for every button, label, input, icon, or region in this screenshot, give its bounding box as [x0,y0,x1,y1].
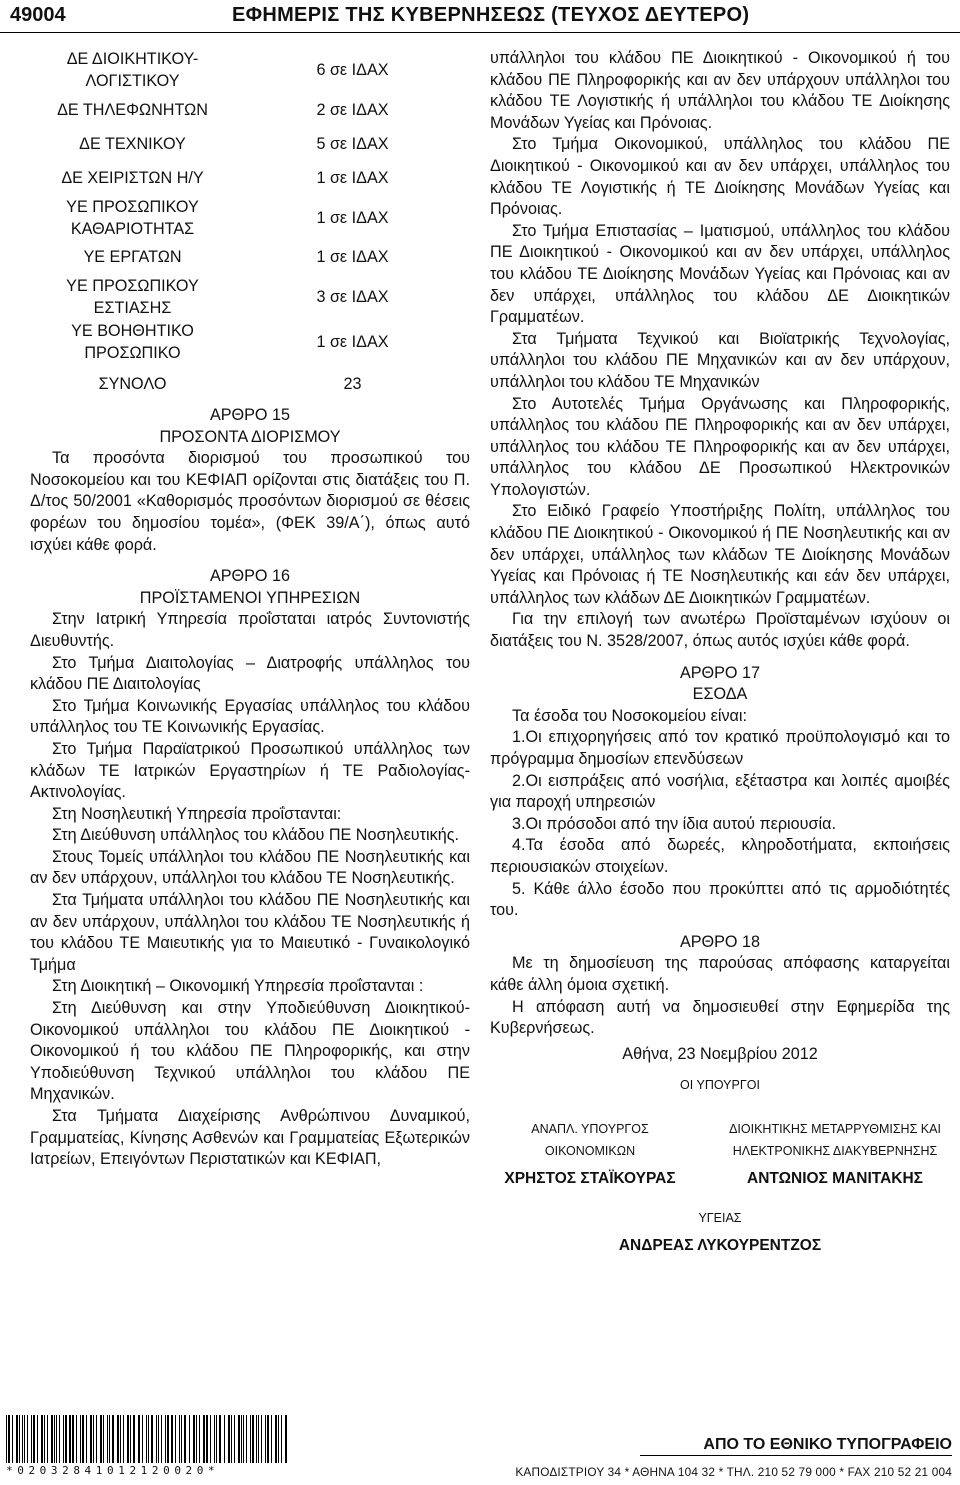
article-16-paragraph: Στα Τμήματα υπάλληλοι του κλάδου ΠΕ Νοσηλευτικής και αν δεν υπάρχουν, υπάλληλοι του κλάδου ΤΕ Νοσηλευτικής ή του κλάδου ΤΕ Μαιευτικής για το Μαιευτικό - Γυναικολογικό Τμήμα [30,891,470,974]
signatures-block [490,1075,950,1257]
table-total-row [30,365,470,405]
staff-count: 3 σε ΙΔΑΧ [316,287,389,306]
barcode-bar [27,1415,28,1463]
barcode-bar [231,1415,232,1463]
barcode-bar [123,1415,124,1463]
barcode-bar [179,1415,180,1463]
table-row [30,241,470,275]
barcode-bar [203,1415,205,1463]
barcode-bar [199,1415,200,1463]
article-16-title: ΠΡΟΪΣΤΑΜΕΝΟΙ ΥΠΗΡΕΣΙΩΝ [139,588,361,607]
barcode-bar [243,1415,244,1463]
barcode-bar [196,1415,197,1463]
printer-address: ΚΑΠΟΔΙΣΤΡΙΟΥ 34 * ΑΘΗΝΑ 104 32 * ΤΗΛ. 210 52 79 000 * FAX 210 52 21 004 [515,1465,952,1479]
barcode-bar [59,1415,60,1463]
barcode-bar [86,1415,87,1463]
total-value: 23 [343,375,362,394]
barcode-bar [33,1415,35,1463]
ministers-label: ΟΙ ΥΠΟΥΡΓΟΙ [680,1078,760,1093]
staff-count: 6 σε ΙΔΑΧ [316,61,389,80]
article-16-paragraph: Στο Τμήμα Επιστασίας – Ιματισμού, υπάλληλος του κλάδου ΠΕ Διοικητικού - Οικονομικού και αν δεν υπάρχει, υπάλληλος του κλάδου ΤΕ Διοίκησης Μονάδων Υγείας και Πρόνοιας και αν δεν υπάρχει, υπάλληλος του κλάδου ΔΕ Διοικητικών Γραμματέων. [490,221,950,327]
article-17-item: 5. Κάθε άλλο έσοδο που προκύπτει από τις αρμοδιότητές του. [490,879,950,920]
signatory-role: ΥΓΕΙΑΣ [698,1210,742,1225]
barcode-bar [216,1415,217,1463]
barcode-bar [265,1415,266,1463]
barcode-bar [258,1415,259,1463]
barcode-bar [281,1415,282,1463]
article-16-paragraph: υπάλληλοι του κλάδου ΠΕ Διοικητικού - Οικονομικού ή του κλάδου ΠΕ Πληροφορικής και αν δεν υπάρχουν υπάλληλοι του κλάδου ΤΕ Λογιστικής ή υπάλληλοι του κλάδου ΤΕ Διοίκησης Μονάδων Υγείας και Πρόνοιας. [490,49,950,132]
printer-name: ΑΠΟ ΤΟ ΕΘΝΙΚΟ ΤΥΠΟΓΡΑΦΕΙΟ [640,1436,952,1456]
article-16-paragraph: Στους Τομείς υπάλληλοι του κλάδου ΠΕ Νοσηλευτικής και αν δεν υπάρχουν, υπάλληλοι του κλάδου ΤΕ Νοσηλευτικής. [30,847,470,888]
article-16-paragraph: Στην Ιατρική Υπηρεσία προΐσταται ιατρός Συντονιστής Διευθυντής. [30,610,470,650]
barcode-bar [219,1415,221,1463]
barcode-bar [285,1415,287,1463]
barcode-bar [37,1415,38,1463]
barcode-bar [250,1415,251,1463]
barcode-bar [103,1415,104,1463]
barcode-bar [210,1415,211,1463]
barcode-bar [167,1415,169,1463]
barcode-bar [148,1415,149,1463]
article-16-paragraph: Στα Τμήματα Τεχνικού και Βιοϊατρικής Τεχνολογίας, υπάλληλοι του κλάδου ΠΕ Μηχανικών και αν δεν υπάρχουν, υπάλληλοι του κλάδου ΤΕ Μηχανικών [490,329,950,391]
barcode-bar [22,1415,23,1463]
barcode-bar [44,1415,45,1463]
table-row [30,128,470,162]
barcode-bar [6,1415,7,1463]
barcode-bar [189,1415,190,1463]
barcode [6,1415,296,1477]
article-17-item: 3.Οι πρόσοδοι από την ίδια αυτού περιουσία. [512,814,836,833]
date-line: Αθήνα, 23 Νοεμβρίου 2012 [622,1044,818,1063]
signatory-role: ΑΝΑΠΛ. ΥΠΟΥΡΓΟΣ ΟΙΚΟΝΟΜΙΚΩΝ [531,1121,649,1158]
barcode-bar [8,1415,10,1463]
barcode-bar [56,1415,57,1463]
signatory-role: ΔΙΟΙΚΗΤΙΚΗΣ ΜΕΤΑΡΡΥΘΜΙΣΗΣ ΚΑΙ ΗΛΕΚΤΡΟΝΙΚΗΣ ΔΙΑΚΥΒΕΡΝΗΣΗΣ [729,1121,941,1158]
barcode-bar [41,1415,43,1463]
barcode-bar [107,1415,108,1463]
barcode-bar [234,1415,235,1463]
barcode-bar [24,1415,25,1463]
barcode-bar [261,1415,262,1463]
barcode-bar [181,1415,182,1463]
signature-block [490,1119,690,1190]
page-number: 49004 [10,4,66,26]
barcode-text: *02032841012120020* [6,1464,220,1477]
table-row [30,275,470,320]
barcode-bar [76,1415,77,1463]
article-16-paragraph: Στο Τμήμα Οικονομικού, υπάλληλος του κλάδου ΠΕ Διοικητικού - Οικονομικού και αν δεν υπάρχει, υπάλληλος του κλάδου ΤΕ Λογιστικής ή ΤΕ Διοίκησης Μονάδων Υγείας και Πρόνοιας. [490,135,950,219]
article-16-paragraph: Στο Αυτοτελές Τμήμα Οργάνωσης και Πληροφορικής, υπάλληλος του κλάδου ΠΕ Πληροφορικής και αν δεν υπάρχει, υπάλληλος του κλάδου ΤΕ Πληροφορικής και αν δεν υπάρχει, υπάλληλος του κλάδου ΔΕ Προσωπικού Ηλεκτρονικών Υπολογιστών. [490,394,950,499]
article-16-paragraph: Στη Διεύθυνση υπάλληλος του κλάδου ΠΕ Νοσηλευτικής. [52,826,460,845]
staff-count: 2 σε ΙΔΑΧ [316,101,389,120]
signatory-name: ΧΡΗΣΤΟΣ ΣΤΑΪΚΟΥΡΑΣ [504,1170,676,1188]
barcode-bar [112,1415,114,1463]
staff-category: ΥΕ ΕΡΓΑΤΩΝ [83,248,182,267]
barcode-bar [275,1415,277,1463]
barcode-bar [31,1415,32,1463]
barcode-bar [165,1415,166,1463]
barcode-bar [80,1415,81,1463]
article-17-item: 1.Οι επιχορηγήσεις από τον κρατικό προϋπολογισμό και το πρόγραμμα δημοσίων επενδύσεων [490,728,950,768]
article-16-paragraph: Στο Τμήμα Κοινωνικής Εργασίας υπάλληλος του κλάδου υπάλληλος του ΤΕ Κοινωνικής Εργασίας. [30,696,470,737]
article-16-paragraph: Για την επιλογή των ανωτέρω Προϊσταμένων ισχύουν οι διατάξεις του Ν. 3528/2007, όπως αυτός ισχύει κάθε φορά. [490,610,950,651]
barcode-bar [96,1415,97,1463]
barcode-bar [175,1415,176,1463]
barcode-bar [193,1415,195,1463]
barcode-bar [271,1415,272,1463]
staff-category: ΥΕ ΒΟΗΘΗΤΙΚΟ ΠΡΟΣΩΠΙΚΟ [71,321,194,362]
article-15-title: ΠΡΟΣΟΝΤΑ ΔΙΟΡΙΣΜΟΥ [159,427,341,446]
barcode-bars [6,1415,296,1463]
article-15-text: Τα προσόντα διορισμού του προσωπικού του Νοσοκομείου και του ΚΕΦΙΑΠ ορίζονται στις διατάξεις του Π. Δ/τος 50/2001 «Καθορισμός προσόντων διορισμού σε θέσεις φορέων του δημοσίου τομέα», (ΦΕΚ 39/Α΄), όπως αυτό ισχύει κάθε φορά. [30,449,470,554]
article-17-item: 2.Οι εισπράξεις από νοσήλια, εξέταστρα και λοιπές αμοιβές για παροχή υπηρεσιών [490,771,950,812]
barcode-bar [206,1415,208,1463]
barcode-bar [214,1415,215,1463]
barcode-bar [12,1415,13,1463]
barcode-bar [90,1415,92,1463]
article-16-heading: ΑΡΘΡΟ 16 [209,567,291,586]
barcode-bar [54,1415,55,1463]
article-16-paragraph: Στα Τμήματα Διαχείρισης Ανθρώπινου Δυναμικού, Γραμματείας, Κίνησης Ασθενών και Γραμματείας Εξωτερικών Ιατρείων, Επειγόντων Περιστατικών και ΚΕΦΙΑΠ, [30,1107,470,1169]
staff-count: 1 σε ΙΔΑΧ [316,248,389,267]
article-15-heading: ΑΡΘΡΟ 15 [209,406,291,424]
barcode-bar [241,1415,242,1463]
staff-table [30,48,470,405]
barcode-bar [252,1415,254,1463]
staff-category: ΔΕ ΤΗΛΕΦΩΝΗΤΩΝ [57,101,208,120]
article-17-item: 4.Τα έσοδα από δωρεές, κληροδοτήματα, εκποιήσεις περιουσιακών στοιχείων. [490,836,950,876]
article-16-paragraph: Στη Διοικητική – Οικονομική Υπηρεσία προΐστανται : [52,977,424,996]
barcode-bar [256,1415,257,1463]
barcode-bar [224,1415,225,1463]
signatory-name: ΑΝΤΩΝΙΟΣ ΜΑΝΙΤΑΚΗΣ [747,1170,923,1188]
article-16-paragraph: Στο Τμήμα Διαιτολογίας – Διατροφής υπάλληλος του κλάδου ΠΕ Διαιτολογίας [30,653,470,694]
signature-block [490,1208,950,1257]
staff-category: ΥΕ ΠΡΟΣΩΠΙΚΟΥ ΚΑΘΑΡΙΟΤΗΤΑΣ [66,197,199,238]
barcode-bar [63,1415,64,1463]
article-18-paragraph: Η απόφαση αυτή να δημοσιευθεί στην Εφημερίδα της Κυβερνήσεως. [490,997,950,1038]
barcode-bar [184,1415,186,1463]
barcode-bar [228,1415,230,1463]
article-18-heading: ΑΡΘΡΟ 18 [679,932,761,951]
barcode-bar [69,1415,71,1463]
barcode-bar [117,1415,119,1463]
staff-count: 1 σε ΙΔΑΧ [316,169,389,188]
article-17-intro: Τα έσοδα του Νοσοκομείου είναι: [512,706,747,725]
table-row [30,162,470,196]
signatory-name: ΑΝΔΡΕΑΣ ΛΥΚΟΥΡΕΝΤΖΟΣ [618,1237,822,1255]
article-16-paragraph: Στο Τμήμα Παραϊατρικού Προσωπικού υπάλληλος των κλάδων ΤΕ Ιατρικών Εργαστηρίων ή ΤΕ Ραδιολογίας-Ακτινολογίας. [30,739,470,802]
article-18-paragraph: Με τη δημοσίευση της παρούσας απόφασης καταργείται κάθε άλλη όμοια σχετική. [490,954,950,994]
barcode-bar [151,1415,153,1463]
barcode-bar [138,1415,140,1463]
barcode-bar [82,1415,84,1463]
barcode-bar [146,1415,147,1463]
staff-category: ΔΕ ΧΕΙΡΙΣΤΩΝ Η/Υ [61,169,204,188]
barcode-bar [238,1415,240,1463]
barcode-bar [133,1415,135,1463]
left-column [30,48,470,1171]
staff-category: ΔΕ ΤΕΧΝΙΚΟΥ [79,135,186,154]
total-label: ΣΥΝΟΛΟ [98,375,167,394]
barcode-bar [93,1415,94,1463]
barcode-bar [246,1415,247,1463]
right-column [490,48,950,1257]
barcode-bar [267,1415,269,1463]
barcode-bar [127,1415,129,1463]
barcode-bar [120,1415,121,1463]
staff-count: 1 σε ΙΔΑΧ [316,332,389,351]
article-17-title: ΕΣΟΔΑ [692,685,748,704]
barcode-bar [72,1415,74,1463]
barcode-bar [109,1415,110,1463]
barcode-bar [65,1415,67,1463]
page-header [0,0,960,33]
barcode-bar [100,1415,102,1463]
barcode-bar [161,1415,162,1463]
signature-block [720,1119,950,1190]
staff-category: ΥΕ ΠΡΟΣΩΠΙΚΟΥ ΕΣΤΙΑΣΗΣ [66,276,199,317]
article-17-heading: ΑΡΘΡΟ 17 [679,663,761,682]
article-16-paragraph: Στη Διεύθυνση και στην Υποδιεύθυνση Διοικητικού-Οικονομικού υπάλληλοι του κλάδου ΠΕ Διοικητικού - Οικονομικού ή του κλάδου ΠΕ Πληροφορικής, και στην Υποδιεύθυνση Τεχνικού υπάλληλοι του κλάδου ΠΕ Μηχανικών. [30,999,470,1104]
barcode-bar [171,1415,173,1463]
staff-count: 1 σε ΙΔΑΧ [316,208,389,227]
barcode-bar [130,1415,131,1463]
staff-category: ΔΕ ΔΙΟΙΚΗΤΙΚΟΥ-ΛΟΓΙΣΤΙΚΟΥ [66,50,199,90]
table-row [30,48,470,94]
barcode-bar [51,1415,53,1463]
article-16-paragraph: Στη Νοσηλευτική Υπηρεσία προΐστανται: [52,804,342,823]
barcode-bar [142,1415,143,1463]
table-row [30,94,470,128]
barcode-bar [156,1415,157,1463]
gazette-title: ΕΦΗΜΕΡΙΣ ΤΗΣ ΚΥΒΕΡΝΗΣΕΩΣ (ΤΕΥΧΟΣ ΔΕΥΤΕΡΟ) [232,4,750,26]
barcode-bar [19,1415,20,1463]
article-16-paragraph: Στο Ειδικό Γραφείο Υποστήριξης Πολίτη, υπάλληλος του κλάδου ΠΕ Διοικητικού - Οικονομικού ή ΠΕ Νοσηλευτικής και αν δεν υπάρχει, υπάλληλος των κλάδων ΤΕ Διοίκησης Μονάδων Υγείας και Πρόνοιας ή ΤΕ Νοσηλευτικής και εάν δεν υπάρχει, υπάλληλος των κλάδων ΔΕ Διοικητικών Γραμματέων. [490,502,950,607]
barcode-bar [158,1415,159,1463]
signature-row [490,1119,950,1190]
barcode-bar [278,1415,279,1463]
barcode-bar [16,1415,18,1463]
table-row [30,320,470,365]
table-row [30,196,470,241]
barcode-bar [47,1415,48,1463]
staff-count: 5 σε ΙΔΑΧ [316,135,389,154]
